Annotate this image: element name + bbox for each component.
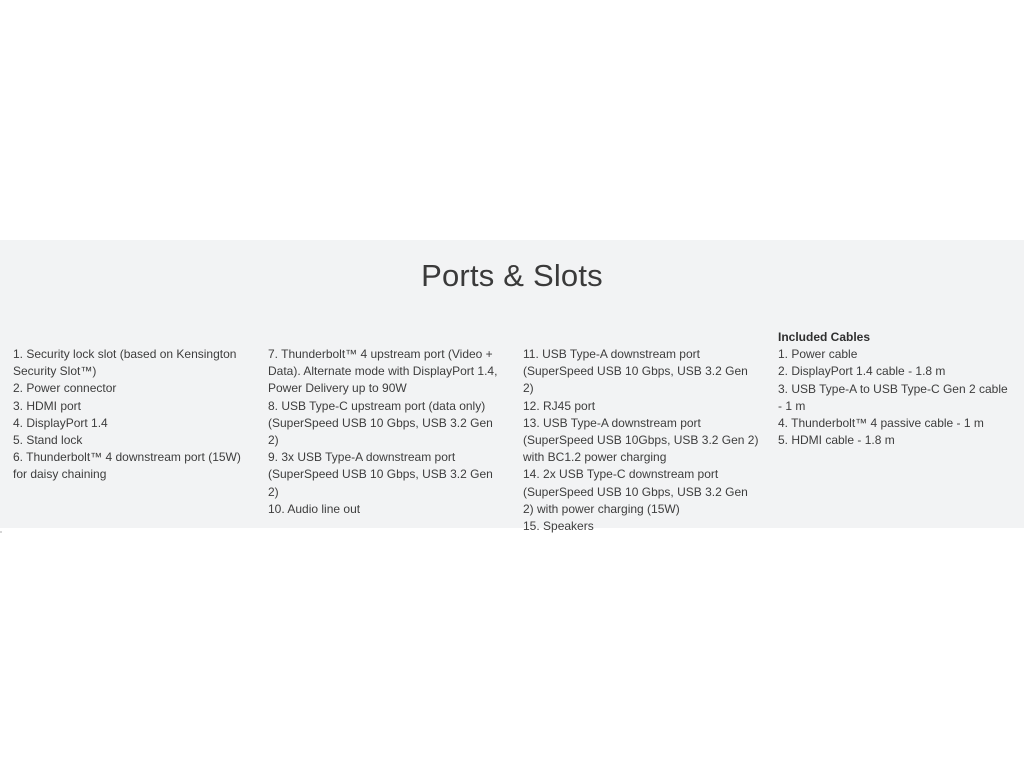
list-item: 12. RJ45 port [523, 398, 596, 413]
list-item: 15. Speakers [523, 519, 594, 534]
list-item: 14. 2x USB Type-C downstream port (SuperSpeed USB 10 Gbps, USB 3.2 Gen 2) with power charging (15W) [523, 467, 748, 516]
list-item: 8. USB Type-C upstream port (data only) (SuperSpeed USB 10 Gbps, USB 3.2 Gen 2) [268, 398, 493, 448]
ports-column-3 [523, 346, 759, 535]
list-item: 13. USB Type-A downstream port (SuperSpeed USB 10Gbps, USB 3.2 Gen 2) with BC1.2 power charging [523, 415, 759, 465]
list-item: 3. HDMI port [13, 398, 82, 413]
included-cables-heading: Included Cables [778, 330, 871, 344]
stray-pixel-mark [0, 531, 2, 533]
list-item: 3. USB Type-A to USB Type-C Gen 2 cable - 1 m [778, 381, 1008, 413]
section-title: Ports & Slots [421, 258, 603, 293]
list-item: 7. Thunderbolt™ 4 upstream port (Video + Data). Alternate mode with DisplayPort 1.4, Power Delivery up to 90W [268, 347, 498, 396]
list-item: 5. Stand lock [13, 433, 83, 448]
list-item: 1. Power cable [778, 347, 858, 362]
list-item: 4. DisplayPort 1.4 [13, 415, 108, 430]
list-item: 2. Power connector [13, 381, 117, 396]
list-item: 1. Security lock slot (based on Kensington Security Slot™) [13, 347, 237, 379]
ports-column-2 [268, 346, 504, 518]
ports-column-1 [13, 346, 249, 484]
list-item: 2. DisplayPort 1.4 cable - 1.8 m [778, 364, 946, 379]
list-item: 11. USB Type-A downstream port (SuperSpeed USB 10 Gbps, USB 3.2 Gen 2) [523, 347, 748, 396]
list-item: 4. Thunderbolt™ 4 passive cable - 1 m [778, 416, 984, 431]
list-item: 10. Audio line out [268, 501, 361, 516]
list-item: 6. Thunderbolt™ 4 downstream port (15W) for daisy chaining [13, 450, 241, 482]
included-cables-column [778, 329, 1014, 449]
list-item: 9. 3x USB Type-A downstream port (SuperSpeed USB 10 Gbps, USB 3.2 Gen 2) [268, 450, 493, 499]
list-item: 5. HDMI cable - 1.8 m [778, 433, 895, 448]
